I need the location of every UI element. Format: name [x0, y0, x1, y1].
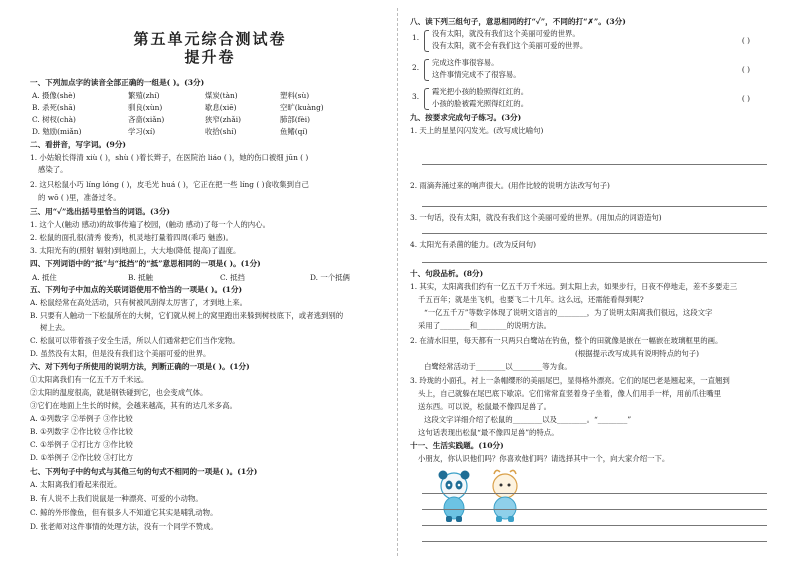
answer-line[interactable]: [422, 525, 767, 526]
section-9-title: 九、按要求完成句子练习。(3分): [410, 113, 522, 122]
section-10-line: (根据提示改写成具有说明特点的句子): [575, 349, 700, 358]
section-8-title: 八、读下列三组句子，意思相同的打“✓”，不同的打“✗”。(3分): [410, 17, 626, 26]
option-text: 收拾(shí): [205, 127, 237, 136]
section-5-line: B. 只要有人触动一下松鼠所在的大树，它们就从树上的窝里跑出来躲到树枝底下，或者逃到别的: [30, 311, 344, 320]
section-6-title: 六、对下列句子所使用的说明方法，判断正确的一项是( )。(1分): [30, 362, 250, 371]
section-6-line: ②太阳的温度很高，就是钢铁碰到它，也会变成气体。: [30, 388, 208, 397]
option-text: B. 杀死(shā): [32, 103, 76, 112]
section-10-line: 3. 玲珑的小面孔，衬上一条帽缨形的美丽尾巴，显得格外漂亮。它们的尾巴老是翘起来，一直翘到: [410, 376, 730, 385]
option-text: C. 抵挡: [220, 273, 245, 282]
page-divider: [397, 8, 398, 556]
section-3-line: 2. 松鼠的面孔很(清秀 俊秀)，机灵地打量着四周(乖巧 魅惑)。: [30, 233, 234, 242]
group-number: 1.: [412, 33, 420, 42]
left-column: [30, 0, 390, 561]
section-10-line: 采用了________和________的说明方法。: [418, 321, 552, 330]
option-text: 歇息(xiē): [205, 103, 237, 112]
section-10-line: 这段文字详细介绍了松鼠的________以及________。“________”: [424, 415, 632, 424]
section-6-line: C. ①举例子 ②打比方 ③作比较: [30, 440, 133, 449]
option-text: 驯良(xùn): [128, 103, 163, 112]
section-5-line: A. 松鼠经常在高处活动，只有树被风刮得太厉害了，才到地上来。: [30, 298, 247, 307]
section-3-title: 三、用“✓”选出括号里恰当的词语。(3分): [30, 207, 171, 216]
option-text: D. 一个抵俩: [310, 273, 350, 282]
brace-icon: [424, 59, 429, 81]
section-6-line: B. ①列数字 ②作比较 ③作比较: [30, 427, 133, 436]
option-text: 肺部(fèi): [280, 115, 311, 124]
section-2-line: 2. 这只松鼠小巧 líng lóng ( )，皮毛光 huá ( )，它正在把一些 líng ( )食收集到自己: [30, 180, 309, 189]
group-number: 3.: [412, 92, 420, 101]
section-4-title: 四、下列词语中的“抵”与“抵挡”的“抵”意思相同的一项是( )。(1分): [30, 259, 261, 268]
answer-parentheses[interactable]: ( ): [741, 65, 750, 74]
answer-parentheses[interactable]: ( ): [741, 36, 750, 45]
right-column: [410, 0, 770, 561]
section-8-sentence: 没有太阳，就不会有我们这个美丽可爱的世界。: [432, 41, 588, 50]
option-text: 狭窄(zhǎi): [205, 115, 241, 124]
answer-parentheses[interactable]: ( ): [741, 94, 750, 103]
section-7-line: C. 鲸的外形像鱼，但有很多人不知道它其实是哺乳动物。: [30, 508, 218, 517]
section-6-line: ①太阳离我们有一亿五千万千米远。: [30, 375, 149, 384]
option-text: 学习(xí): [128, 127, 156, 136]
section-10-line: 1. 其实，太阳离我们约有一亿五千万千米远。到太阳上去，如果步行，日夜不停地走，差不多要走三: [410, 282, 738, 291]
group-number: 2.: [412, 63, 420, 72]
section-10-title: 十、句段品析。(8分): [410, 269, 484, 278]
section-8-sentence: 小孩的脸被霞光照得红红的。: [432, 99, 529, 108]
section-8-sentence: 这件事情完成不了很容易。: [432, 70, 521, 79]
section-7-line: A. 太阳离我们看起来很近。: [30, 480, 122, 489]
option-text: 吝啬(xiǎn): [128, 115, 165, 124]
section-11-prompt: 小朋友，你认识他们吗？你喜欢他们吗？请选择其中一个，向大家介绍一下。: [418, 454, 670, 463]
option-text: C. 树杈(chà): [32, 115, 76, 124]
option-text: A. 抵住: [32, 273, 57, 282]
section-5-line: C. 松鼠可以带着孩子安全生活，所以人们通常把它们当作宠物。: [30, 336, 240, 345]
section-10-line: 头上，自己就躲在尾巴底下歇凉。它们常常直竖着身子坐着，像人们用手一样，用前爪往嘴里: [418, 389, 722, 398]
tibetan-antelope-icon: [493, 470, 517, 522]
section-2-line: 感染了。: [38, 165, 68, 174]
section-9-question: 4. 太阳光有杀菌的能力。(改为反问句): [410, 240, 537, 249]
section-8-sentence: 没有太阳，就没有我们这个美丽可爱的世界。: [432, 29, 580, 38]
section-11-title: 十一、生活实践题。(10分): [410, 441, 504, 450]
section-6-line: D. ①举例子 ②作比较 ③打比方: [30, 453, 133, 462]
section-5-line: 树上去。: [40, 323, 70, 332]
page-title: 第五单元综合测试卷: [133, 30, 287, 48]
mascots-illustration: [430, 468, 540, 524]
section-7-title: 七、下列句子中的句式与其他三句的句式不相同的一项是( )。(1分): [30, 467, 258, 476]
section-10-line: 送东西。可以说，松鼠最不像四足兽了。: [418, 402, 552, 411]
section-6-line: A. ①列数字 ②举例子 ③作比较: [30, 414, 133, 423]
answer-line[interactable]: [422, 509, 767, 510]
section-10-line: 千五百年；就是坐飞机，也要飞二十几年。这么远，还需能看得到呢?: [418, 295, 644, 304]
answer-line[interactable]: [422, 206, 767, 207]
section-10-line: “一亿五千万”等数字体现了说明文语言的________，为了说明太阳离我们很远，这段文字: [424, 308, 713, 317]
section-10-line: 白鹭经常活动于________以________等为食。: [424, 362, 572, 371]
section-7-line: D. 张老师对这件事情的处理方法，没有一个同学不赞成。: [30, 522, 218, 531]
section-3-line: 1. 这个人(触动 感动)的故事传遍了校园，(触动 感动)了每一个人的内心。: [30, 220, 270, 229]
option-text: 煤炭(tàn): [205, 91, 238, 100]
section-2-line: 的 wō ( )里，准备过冬。: [38, 193, 121, 202]
answer-line[interactable]: [422, 493, 767, 494]
answer-line[interactable]: [422, 262, 767, 263]
section-8-sentence: 霞光把小孩的脸照得红红的。: [432, 87, 529, 96]
section-9-question: 3. 一句话，没有太阳，就没有我们这个美丽可爱的世界。(用加点的词语造句): [410, 213, 662, 222]
option-text: 鱼鳍(qí): [280, 127, 308, 136]
option-text: A. 摄像(shè): [32, 91, 76, 100]
option-text: B. 抵触: [128, 273, 153, 282]
section-5-title: 五、下列句子中加点的关联词语使用不恰当的一项是( )。(1分): [30, 285, 243, 294]
option-text: D. 勉励(miǎn): [32, 127, 82, 136]
section-2-line: 1. 小姑娘长得清 xiù ( )，shù ( )着长辫子，在医院治 liáo ( )，她的伤口被细 jūn ( ): [30, 153, 309, 162]
section-7-line: B. 有人说不上我们说鼠是一种漂亮、可爱的小动物。: [30, 494, 203, 503]
option-text: 塑料(sù): [280, 91, 310, 100]
answer-line[interactable]: [422, 164, 767, 165]
brace-icon: [424, 88, 429, 110]
section-2-title: 二、看拼音，写字词。(9分): [30, 140, 126, 149]
section-9-question: 2. 雨滴奔涌过来的响声很大。(用作比较的说明方法改写句子): [410, 181, 610, 190]
section-10-line: 2. 在清水旧里，每天都有一只两只白鹭站在钓鱼，整个的田就像是嵌在一幅嵌在玻璃框里的画。: [410, 336, 723, 345]
panda-icon: [439, 471, 470, 523]
page-subtitle: 提升卷: [184, 48, 236, 66]
brace-icon: [424, 30, 429, 52]
option-text: 空旷(kuàng): [280, 103, 324, 112]
section-10-line: 这句话表现出松鼠“最不像四足兽”的特点。: [418, 428, 559, 437]
section-5-line: D. 虽然没有太阳，但是没有我们这个美丽可爱的世界。: [30, 349, 211, 358]
section-6-line: ③它们在地面上生长的时候，会越来越高，其有的达几米多高。: [30, 401, 237, 410]
answer-line[interactable]: [422, 541, 767, 542]
option-text: 繁殖(zhí): [128, 91, 160, 100]
answer-line[interactable]: [422, 233, 767, 234]
section-3-line: 3. 太阳光有的(照射 辐射)到地面上，大大地(降低 提高)了温度。: [30, 246, 241, 255]
section-8-sentence: 完成这件事很容易。: [432, 58, 499, 67]
section-1-title: 一、下列加点字的读音全部正确的一组是( )。(3分): [30, 78, 205, 87]
section-9-question: 1. 天上的星星闪闪发光。(改写成比喻句): [410, 126, 544, 135]
